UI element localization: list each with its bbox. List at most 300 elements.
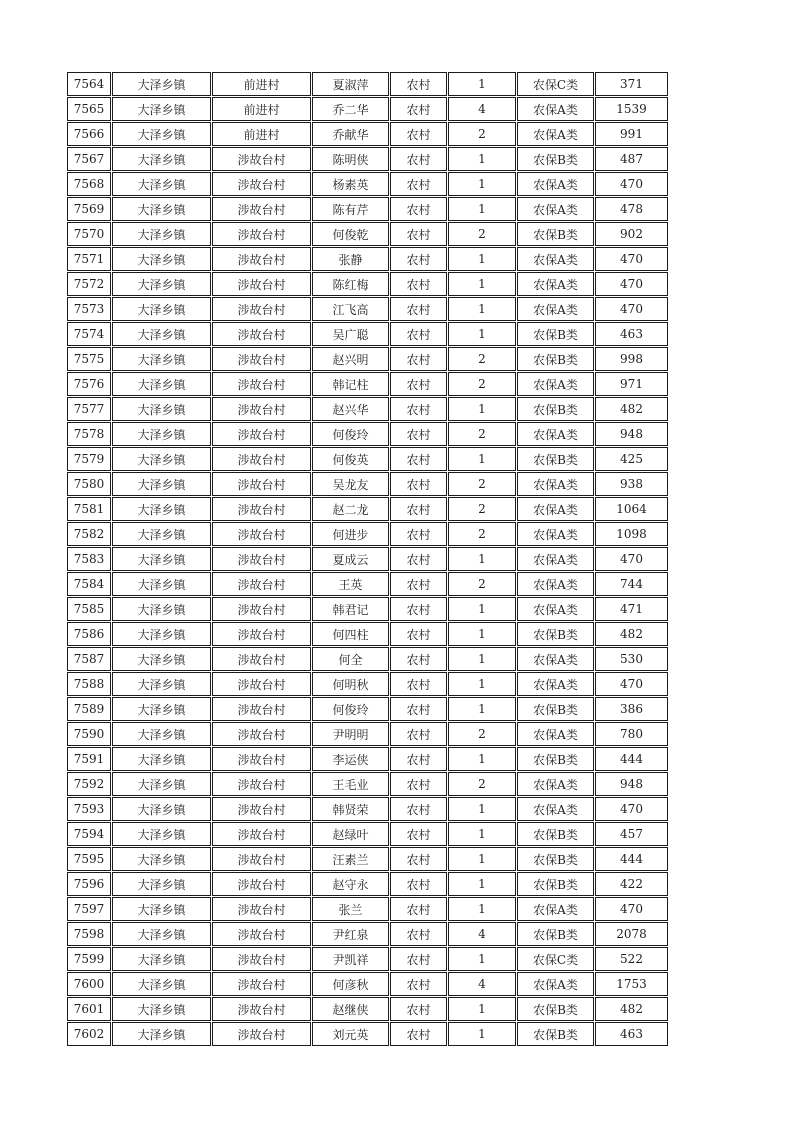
table-cell: 2 — [448, 347, 516, 371]
table-cell: 农保B类 — [517, 847, 594, 871]
table-cell: 7590 — [67, 722, 111, 746]
table-cell: 425 — [595, 447, 668, 471]
table-row — [67, 772, 668, 796]
table-cell: 农村 — [390, 747, 447, 771]
table-row — [67, 397, 668, 421]
table-cell: 7582 — [67, 522, 111, 546]
table-cell: 农村 — [390, 972, 447, 996]
table-cell: 涉故台村 — [212, 772, 311, 796]
table-cell: 涉故台村 — [212, 247, 311, 271]
table-cell: 大泽乡镇 — [112, 597, 211, 621]
table-cell: 农保A类 — [517, 647, 594, 671]
table-cell: 938 — [595, 472, 668, 496]
table-cell: 大泽乡镇 — [112, 147, 211, 171]
table-cell: 农村 — [390, 197, 447, 221]
table-cell: 大泽乡镇 — [112, 872, 211, 896]
table-cell: 482 — [595, 622, 668, 646]
table-cell: 1 — [448, 622, 516, 646]
table-row — [67, 197, 668, 221]
table-row — [67, 122, 668, 146]
table-cell: 农保A类 — [517, 247, 594, 271]
table-row — [67, 72, 668, 96]
table-row — [67, 147, 668, 171]
table-cell: 农保A类 — [517, 572, 594, 596]
table-cell: 农保B类 — [517, 447, 594, 471]
table-cell: 7600 — [67, 972, 111, 996]
table-row — [67, 997, 668, 1021]
table-cell: 农保B类 — [517, 322, 594, 346]
table-cell: 大泽乡镇 — [112, 847, 211, 871]
table-row — [67, 597, 668, 621]
table-cell: 农村 — [390, 247, 447, 271]
table-cell: 农村 — [390, 722, 447, 746]
table-cell: 7588 — [67, 672, 111, 696]
table-row — [67, 347, 668, 371]
table-cell: 大泽乡镇 — [112, 672, 211, 696]
table-cell: 张静 — [312, 247, 389, 271]
table-cell: 1 — [448, 1022, 516, 1046]
table-cell: 2 — [448, 122, 516, 146]
table-cell: 韩贤荣 — [312, 797, 389, 821]
table-cell: 780 — [595, 722, 668, 746]
table-cell: 998 — [595, 347, 668, 371]
table-cell: 涉故台村 — [212, 597, 311, 621]
table-cell: 7602 — [67, 1022, 111, 1046]
table-cell: 农村 — [390, 272, 447, 296]
table-cell: 农保A类 — [517, 497, 594, 521]
table-cell: 1 — [448, 147, 516, 171]
table-cell: 乔二华 — [312, 97, 389, 121]
table-cell: 457 — [595, 822, 668, 846]
table-cell: 何进步 — [312, 522, 389, 546]
table-cell: 大泽乡镇 — [112, 522, 211, 546]
table-cell: 4 — [448, 97, 516, 121]
table-cell: 7576 — [67, 372, 111, 396]
table-cell: 农村 — [390, 372, 447, 396]
table-cell: 农村 — [390, 97, 447, 121]
table-cell: 农村 — [390, 472, 447, 496]
table-row — [67, 847, 668, 871]
table-cell: 大泽乡镇 — [112, 322, 211, 346]
table-cell: 522 — [595, 947, 668, 971]
table-cell: 971 — [595, 372, 668, 396]
table-cell: 农保B类 — [517, 697, 594, 721]
table-cell: 7579 — [67, 447, 111, 471]
table-cell: 4 — [448, 972, 516, 996]
table-cell: 张兰 — [312, 897, 389, 921]
table-cell: 陈明侠 — [312, 147, 389, 171]
table-cell: 涉故台村 — [212, 472, 311, 496]
table-cell: 大泽乡镇 — [112, 747, 211, 771]
table-cell: 陈有芹 — [312, 197, 389, 221]
table-cell: 大泽乡镇 — [112, 272, 211, 296]
table-cell: 大泽乡镇 — [112, 572, 211, 596]
table-cell: 农保B类 — [517, 872, 594, 896]
table-cell: 大泽乡镇 — [112, 472, 211, 496]
table-cell: 赵二龙 — [312, 497, 389, 521]
table-cell: 463 — [595, 1022, 668, 1046]
table-cell: 7595 — [67, 847, 111, 871]
table-cell: 赵守永 — [312, 872, 389, 896]
table-row — [67, 422, 668, 446]
table-cell: 7585 — [67, 597, 111, 621]
table-cell: 7571 — [67, 247, 111, 271]
table-cell: 农保A类 — [517, 122, 594, 146]
table-cell: 2 — [448, 472, 516, 496]
table-cell: 涉故台村 — [212, 647, 311, 671]
table-row — [67, 472, 668, 496]
table-cell: 农村 — [390, 72, 447, 96]
table-row — [67, 172, 668, 196]
table-cell: 7569 — [67, 197, 111, 221]
table-cell: 农保B类 — [517, 222, 594, 246]
table-cell: 470 — [595, 247, 668, 271]
table-cell: 1 — [448, 697, 516, 721]
table-cell: 470 — [595, 272, 668, 296]
table-row — [67, 572, 668, 596]
table-cell: 农村 — [390, 297, 447, 321]
table-row — [67, 1022, 668, 1046]
table-cell: 农保B类 — [517, 397, 594, 421]
table-cell: 农村 — [390, 622, 447, 646]
table-cell: 农保A类 — [517, 172, 594, 196]
table-cell: 农村 — [390, 447, 447, 471]
table-cell: 大泽乡镇 — [112, 197, 211, 221]
table-row — [67, 972, 668, 996]
table-cell: 大泽乡镇 — [112, 247, 211, 271]
table-cell: 农村 — [390, 922, 447, 946]
table-cell: 1 — [448, 847, 516, 871]
table-cell: 1 — [448, 872, 516, 896]
table-row — [67, 947, 668, 971]
table-cell: 1 — [448, 672, 516, 696]
table-cell: 7589 — [67, 697, 111, 721]
table-cell: 7601 — [67, 997, 111, 1021]
table-cell: 农村 — [390, 322, 447, 346]
table-cell: 2 — [448, 722, 516, 746]
table-cell: 农村 — [390, 997, 447, 1021]
table-cell: 陈红梅 — [312, 272, 389, 296]
table-cell: 涉故台村 — [212, 397, 311, 421]
table-cell: 王英 — [312, 572, 389, 596]
table-cell: 371 — [595, 72, 668, 96]
table-cell: 7586 — [67, 622, 111, 646]
table-cell: 农村 — [390, 172, 447, 196]
table-cell: 吴龙友 — [312, 472, 389, 496]
table-cell: 大泽乡镇 — [112, 397, 211, 421]
table-cell: 1 — [448, 747, 516, 771]
table-cell: 大泽乡镇 — [112, 997, 211, 1021]
table-row — [67, 622, 668, 646]
table-row — [67, 497, 668, 521]
table-cell: 1 — [448, 597, 516, 621]
table-cell: 1 — [448, 997, 516, 1021]
table-cell: 农保C类 — [517, 72, 594, 96]
table-cell: 482 — [595, 997, 668, 1021]
table-cell: 大泽乡镇 — [112, 772, 211, 796]
table-cell: 农村 — [390, 647, 447, 671]
table-cell: 农村 — [390, 897, 447, 921]
table-cell: 涉故台村 — [212, 347, 311, 371]
table-cell: 农村 — [390, 1022, 447, 1046]
table-cell: 农保A类 — [517, 672, 594, 696]
table-cell: 大泽乡镇 — [112, 222, 211, 246]
table-cell: 农保B类 — [517, 147, 594, 171]
table-cell: 尹凯祥 — [312, 947, 389, 971]
table-row — [67, 247, 668, 271]
table-cell: 涉故台村 — [212, 747, 311, 771]
table-cell: 农保C类 — [517, 947, 594, 971]
table-cell: 7578 — [67, 422, 111, 446]
table-cell: 7565 — [67, 97, 111, 121]
table-cell: 1 — [448, 797, 516, 821]
table-cell: 1 — [448, 272, 516, 296]
table-cell: 487 — [595, 147, 668, 171]
table-cell: 7593 — [67, 797, 111, 821]
table-cell: 470 — [595, 672, 668, 696]
table-cell: 902 — [595, 222, 668, 246]
table-row — [67, 222, 668, 246]
table-cell: 1 — [448, 197, 516, 221]
table-cell: 2 — [448, 497, 516, 521]
table-cell: 大泽乡镇 — [112, 722, 211, 746]
table-cell: 农村 — [390, 122, 447, 146]
table-cell: 涉故台村 — [212, 272, 311, 296]
table-cell: 农村 — [390, 147, 447, 171]
table-row — [67, 897, 668, 921]
table-cell: 470 — [595, 172, 668, 196]
table-cell: 农保A类 — [517, 197, 594, 221]
table-cell: 2 — [448, 372, 516, 396]
table-cell: 尹明明 — [312, 722, 389, 746]
table-cell: 涉故台村 — [212, 822, 311, 846]
table-cell: 2 — [448, 772, 516, 796]
table-cell: 7583 — [67, 547, 111, 571]
table-cell: 大泽乡镇 — [112, 822, 211, 846]
table-cell: 470 — [595, 797, 668, 821]
table-cell: 农保A类 — [517, 972, 594, 996]
table-cell: 530 — [595, 647, 668, 671]
table-cell: 农保A类 — [517, 297, 594, 321]
table-cell: 991 — [595, 122, 668, 146]
table-cell: 涉故台村 — [212, 897, 311, 921]
table-cell: 1 — [448, 947, 516, 971]
table-cell: 农保A类 — [517, 547, 594, 571]
table-cell: 大泽乡镇 — [112, 972, 211, 996]
table-cell: 农村 — [390, 847, 447, 871]
table-cell: 2 — [448, 572, 516, 596]
table-cell: 1753 — [595, 972, 668, 996]
table-cell: 农村 — [390, 522, 447, 546]
table-cell: 涉故台村 — [212, 972, 311, 996]
table-cell: 7587 — [67, 647, 111, 671]
table-cell: 7594 — [67, 822, 111, 846]
table-cell: 大泽乡镇 — [112, 622, 211, 646]
table-cell: 农村 — [390, 547, 447, 571]
table-cell: 470 — [595, 897, 668, 921]
table-cell: 2078 — [595, 922, 668, 946]
table-cell: 农村 — [390, 597, 447, 621]
table-cell: 尹红泉 — [312, 922, 389, 946]
table-cell: 涉故台村 — [212, 322, 311, 346]
table-cell: 汪素兰 — [312, 847, 389, 871]
table-cell: 何俊玲 — [312, 422, 389, 446]
table-cell: 涉故台村 — [212, 197, 311, 221]
table-cell: 471 — [595, 597, 668, 621]
table-cell: 948 — [595, 772, 668, 796]
table-cell: 涉故台村 — [212, 997, 311, 1021]
table-cell: 江飞高 — [312, 297, 389, 321]
table-cell: 吴广聪 — [312, 322, 389, 346]
table-cell: 7581 — [67, 497, 111, 521]
table-row — [67, 372, 668, 396]
table-cell: 农村 — [390, 772, 447, 796]
table-cell: 前进村 — [212, 97, 311, 121]
table-cell: 7568 — [67, 172, 111, 196]
table-cell: 涉故台村 — [212, 872, 311, 896]
table-cell: 7596 — [67, 872, 111, 896]
table-cell: 大泽乡镇 — [112, 797, 211, 821]
table-row — [67, 647, 668, 671]
table-cell: 大泽乡镇 — [112, 447, 211, 471]
table-cell: 农保A类 — [517, 472, 594, 496]
table-cell: 444 — [595, 847, 668, 871]
table-cell: 涉故台村 — [212, 797, 311, 821]
table-cell: 涉故台村 — [212, 147, 311, 171]
table-cell: 农村 — [390, 222, 447, 246]
table-cell: 482 — [595, 397, 668, 421]
table-cell: 农村 — [390, 822, 447, 846]
table-cell: 何俊玲 — [312, 697, 389, 721]
table-cell: 乔献华 — [312, 122, 389, 146]
table-cell: 大泽乡镇 — [112, 72, 211, 96]
table-cell: 赵绿叶 — [312, 822, 389, 846]
table-row — [67, 272, 668, 296]
table-cell: 1539 — [595, 97, 668, 121]
table-cell: 422 — [595, 872, 668, 896]
table-cell: 1064 — [595, 497, 668, 521]
table-cell: 杨素英 — [312, 172, 389, 196]
table-cell: 夏淑萍 — [312, 72, 389, 96]
table-cell: 何明秋 — [312, 672, 389, 696]
table-row — [67, 672, 668, 696]
table-cell: 农村 — [390, 872, 447, 896]
table-cell: 何彦秋 — [312, 972, 389, 996]
table-cell: 涉故台村 — [212, 1022, 311, 1046]
table-cell: 赵兴华 — [312, 397, 389, 421]
table-cell: 7591 — [67, 747, 111, 771]
table-cell: 1 — [448, 397, 516, 421]
table-cell: 大泽乡镇 — [112, 172, 211, 196]
table-cell: 农保A类 — [517, 372, 594, 396]
table-cell: 涉故台村 — [212, 572, 311, 596]
table-cell: 大泽乡镇 — [112, 647, 211, 671]
table-cell: 大泽乡镇 — [112, 497, 211, 521]
table-row — [67, 797, 668, 821]
table-cell: 744 — [595, 572, 668, 596]
table-cell: 1098 — [595, 522, 668, 546]
table-cell: 涉故台村 — [212, 522, 311, 546]
table-cell: 前进村 — [212, 122, 311, 146]
table-cell: 大泽乡镇 — [112, 372, 211, 396]
table-cell: 前进村 — [212, 72, 311, 96]
table-cell: 大泽乡镇 — [112, 422, 211, 446]
table-row — [67, 747, 668, 771]
table-cell: 涉故台村 — [212, 722, 311, 746]
table-cell: 478 — [595, 197, 668, 221]
table-cell: 农保B类 — [517, 997, 594, 1021]
table-cell: 农村 — [390, 347, 447, 371]
table-cell: 韩君记 — [312, 597, 389, 621]
table-cell: 农村 — [390, 672, 447, 696]
table-cell: 7575 — [67, 347, 111, 371]
table-cell: 农村 — [390, 422, 447, 446]
table-cell: 1 — [448, 247, 516, 271]
table-cell: 2 — [448, 522, 516, 546]
table-row — [67, 872, 668, 896]
table-cell: 农村 — [390, 497, 447, 521]
table-cell: 大泽乡镇 — [112, 697, 211, 721]
table-cell: 农保A类 — [517, 797, 594, 821]
table-cell: 涉故台村 — [212, 847, 311, 871]
table-cell: 7597 — [67, 897, 111, 921]
table-cell: 1 — [448, 547, 516, 571]
table-cell: 7577 — [67, 397, 111, 421]
table-row — [67, 697, 668, 721]
table-cell: 1 — [448, 822, 516, 846]
table-cell: 大泽乡镇 — [112, 547, 211, 571]
table-cell: 7570 — [67, 222, 111, 246]
table-cell: 农村 — [390, 947, 447, 971]
table-cell: 1 — [448, 72, 516, 96]
table-cell: 农保B类 — [517, 922, 594, 946]
table-row — [67, 97, 668, 121]
table-cell: 何全 — [312, 647, 389, 671]
table-cell: 1 — [448, 647, 516, 671]
table-cell: 7566 — [67, 122, 111, 146]
table-cell: 何俊英 — [312, 447, 389, 471]
table-row — [67, 322, 668, 346]
table-cell: 7573 — [67, 297, 111, 321]
table-cell: 4 — [448, 922, 516, 946]
table-cell: 涉故台村 — [212, 172, 311, 196]
table-cell: 农村 — [390, 697, 447, 721]
table-cell: 何四柱 — [312, 622, 389, 646]
table-cell: 农保B类 — [517, 347, 594, 371]
table-cell: 农村 — [390, 572, 447, 596]
table-cell: 470 — [595, 547, 668, 571]
table-cell: 李运侠 — [312, 747, 389, 771]
table-cell: 1 — [448, 447, 516, 471]
table-cell: 农保B类 — [517, 1022, 594, 1046]
table-cell: 7574 — [67, 322, 111, 346]
table-cell: 1 — [448, 172, 516, 196]
table-cell: 农村 — [390, 397, 447, 421]
table-cell: 470 — [595, 297, 668, 321]
table-cell: 农保A类 — [517, 722, 594, 746]
table-cell: 赵兴明 — [312, 347, 389, 371]
table-cell: 大泽乡镇 — [112, 1022, 211, 1046]
table-row — [67, 522, 668, 546]
table-cell: 涉故台村 — [212, 622, 311, 646]
table-cell: 涉故台村 — [212, 672, 311, 696]
table-cell: 农保A类 — [517, 422, 594, 446]
table-cell: 大泽乡镇 — [112, 947, 211, 971]
table-cell: 7580 — [67, 472, 111, 496]
table-cell: 刘元英 — [312, 1022, 389, 1046]
table-cell: 涉故台村 — [212, 922, 311, 946]
table-cell: 涉故台村 — [212, 497, 311, 521]
